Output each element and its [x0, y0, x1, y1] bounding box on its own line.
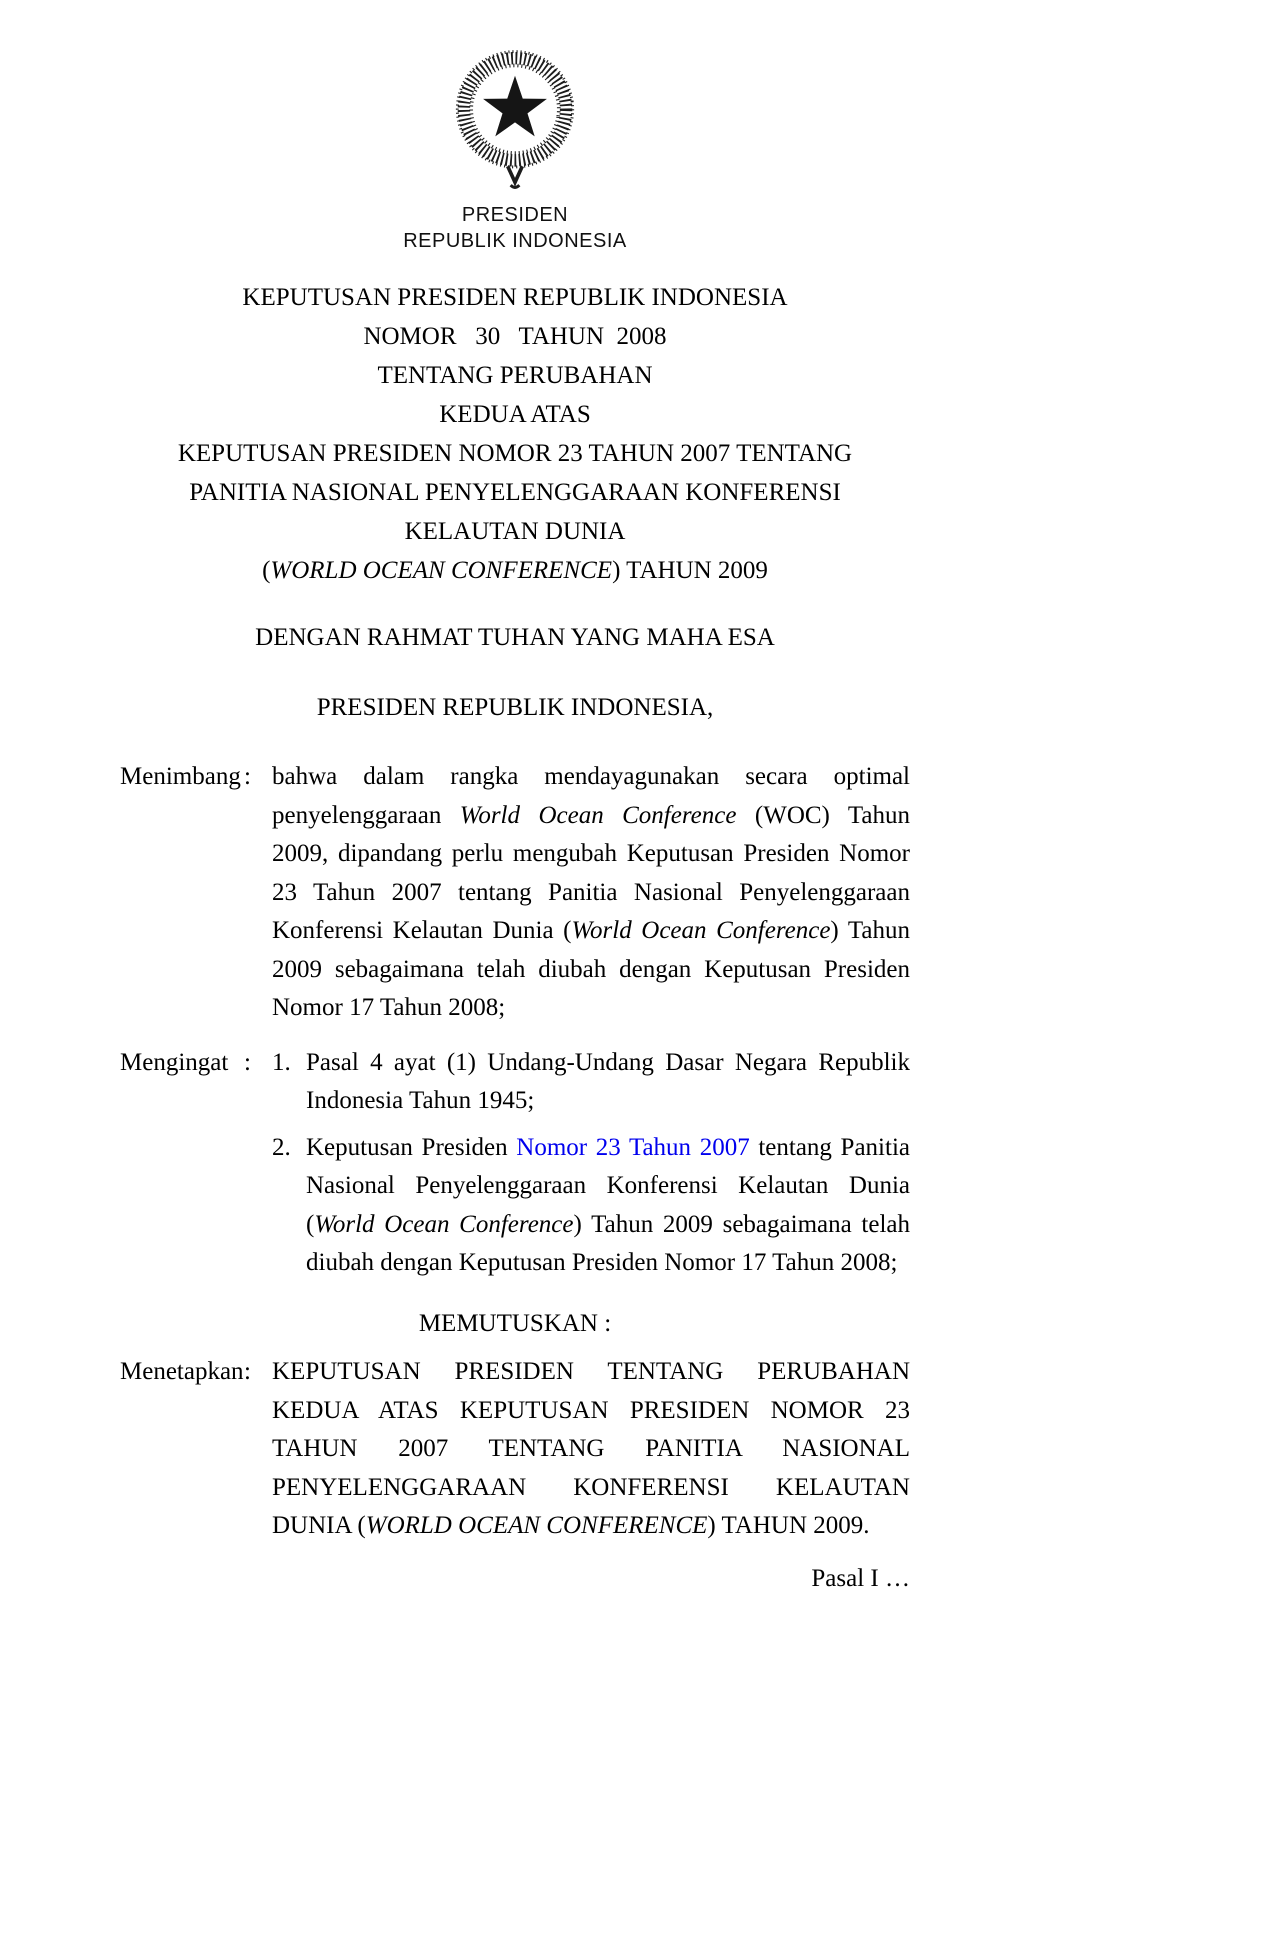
- mengingat-section: [120, 1044, 910, 1283]
- document-content: [120, 42, 910, 1598]
- memutuskan-heading: MEMUTUSKAN :: [418, 1309, 612, 1337]
- decree-title-line: KEDUA ATAS: [439, 401, 591, 428]
- menimbang-paragraph: bahwa dalam rangka mendayagunakan secara optimal penyelenggaraan World Ocean Conference (WOC) Tahun 2009, dipandang perlu mengubah Keputusan Presiden Nomor 23 Tahun 2007 tentang Panitia Nasional Penyelenggaraan Konferensi Kelautan Dunia (World Ocean Conference) Tahun 2009 sebagaimana telah diubah dengan Keputusan Presiden Nomor 17 Tahun 2008;: [272, 763, 911, 1021]
- decree-title-line: TENTANG PERUBAHAN: [377, 362, 653, 389]
- menetapkan-paragraph: KEPUTUSAN PRESIDEN TENTANG PERUBAHAN KEDUA ATAS KEPUTUSAN PRESIDEN NOMOR 23 TAHUN 2007 TENTANG PANITIA NASIONAL PENYELENGGARAAN KONFERENSI KELAUTAN DUNIA (WORLD OCEAN CONFERENCE) TAHUN 2009.: [272, 1358, 910, 1539]
- letterhead: [120, 42, 910, 254]
- decree-number-line: NOMOR 30 TAHUN 2008: [363, 323, 667, 350]
- issuer-line: PRESIDEN REPUBLIK INDONESIA,: [316, 694, 714, 721]
- decree-title-line: (WORLD OCEAN CONFERENCE) TAHUN 2009: [262, 557, 768, 584]
- world-ocean-conference-italic: World Ocean Conference: [571, 917, 831, 944]
- world-ocean-conference-italic: WORLD OCEAN CONFERENCE: [270, 557, 613, 584]
- world-ocean-conference-italic: World Ocean Conference: [314, 1210, 574, 1238]
- mengingat-item-2: [272, 1129, 910, 1283]
- item-number: 1.: [272, 1048, 291, 1076]
- decree-title-line: KEPUTUSAN PRESIDEN NOMOR 23 TAHUN 2007 TENTANG: [177, 440, 853, 467]
- world-ocean-conference-italic: World Ocean Conference: [459, 801, 737, 829]
- invocation-line: DENGAN RAHMAT TUHAN YANG MAHA ESA: [255, 624, 775, 651]
- mengingat-colon: :: [244, 1048, 251, 1076]
- letterhead-republik-indonesia: REPUBLIK INDONESIA: [403, 230, 627, 252]
- menetapkan-label: Menetapkan: [120, 1358, 244, 1385]
- mengingat-item-1-text: Pasal 4 ayat (1) Undang-Undang Dasar Negara Republik Indonesia Tahun 1945;: [306, 1048, 910, 1114]
- menimbang-colon: :: [244, 763, 251, 790]
- catchword-pasal-i: Pasal I …: [811, 1564, 910, 1592]
- decree-title-block: [120, 278, 910, 590]
- mengingat-item-2-text: Keputusan Presiden Nomor 23 Tahun 2007 tentang Panitia Nasional Penyelenggaraan Konferensi Kelautan Dunia (World Ocean Conference) Tahun 2009 sebagaimana telah diubah dengan Keputusan Presiden Nomor 17 Tahun 2008;: [306, 1133, 910, 1276]
- menimbang-section: [120, 758, 910, 1028]
- decree-title-line: PANITIA NASIONAL PENYELENGGARAAN KONFERENSI KELAUTAN DUNIA: [189, 479, 841, 545]
- item-number: 2.: [272, 1133, 291, 1161]
- letterhead-presiden: PRESIDEN: [461, 204, 569, 226]
- mengingat-item-1: [272, 1044, 910, 1121]
- keppres-nomor-23-tahun-2007-link[interactable]: Nomor 23 Tahun 2007: [516, 1133, 750, 1161]
- mengingat-list: [272, 1044, 910, 1283]
- menetapkan-colon: :: [244, 1358, 251, 1385]
- star-wreath-presidential-emblem-icon: [442, 42, 588, 202]
- menetapkan-section: [120, 1353, 910, 1546]
- menimbang-label: Menimbang: [120, 763, 241, 790]
- world-ocean-conference-italic: WORLD OCEAN CONFERENCE: [365, 1512, 708, 1539]
- mengingat-label: Mengingat: [120, 1048, 229, 1076]
- decree-title-line: KEPUTUSAN PRESIDEN REPUBLIK INDONESIA: [242, 284, 788, 311]
